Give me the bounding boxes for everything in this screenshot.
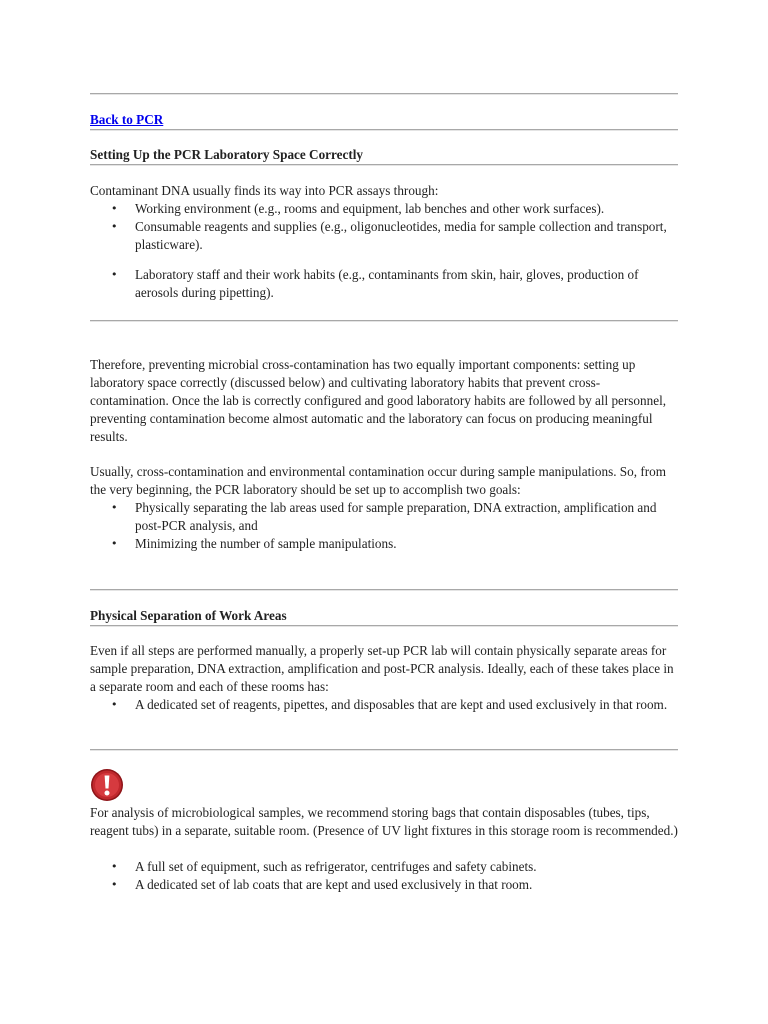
section-title-setup: Setting Up the PCR Laboratory Space Correctly bbox=[90, 147, 363, 162]
list-item: • A dedicated set of reagents, pipettes, and disposables that are kept and used exclusively in that room. bbox=[90, 696, 678, 714]
nav-block bbox=[90, 111, 678, 129]
section-note-body bbox=[90, 804, 678, 894]
setup-intro-text: Contaminant DNA usually finds its way into PCR assays through: bbox=[90, 183, 439, 198]
section-separation-body bbox=[90, 642, 678, 714]
prevention-paragraph: Therefore, preventing microbial cross-contamination has two equally important components: setting up laboratory space correctly (discussed below) and cultivating laboratory habits that prevent cross-contamination. Once the lab is correctly configured and good laboratory habits are followed by all personnel, preventing contamination become almost automatic and the laboratory can focus on producing meaningful results. bbox=[90, 357, 667, 444]
goals-list bbox=[90, 499, 678, 553]
goals-paragraph: Usually, cross-contamination and environmental contamination occur during sample manipulations. So, from the very beginning, the PCR laboratory should be set up to accomplish two goals: bbox=[90, 464, 666, 497]
contamination-sources-list bbox=[90, 200, 678, 302]
storage-note: For analysis of microbiological samples, we recommend storing bags that contain disposables (tubes, tips, reagent tubs) in a separate, suitable room. (Presence of UV light fixtures in this storage room is recommended.) bbox=[90, 805, 678, 838]
list-item: • A full set of equipment, such as refrigerator, centrifuges and safety cabinets. bbox=[90, 858, 678, 876]
divider bbox=[90, 164, 678, 166]
list-item: • Laboratory staff and their work habits (e.g., contaminants from skin, hair, gloves, production of aerosols during pipetting). bbox=[90, 266, 678, 302]
room-requirements-list bbox=[90, 696, 678, 714]
divider bbox=[90, 749, 678, 751]
list-item: • Minimizing the number of sample manipulations. bbox=[90, 535, 678, 553]
warning-icon bbox=[90, 768, 124, 802]
section-title-separation: Physical Separation of Work Areas bbox=[90, 608, 287, 623]
list-item: • Consumable reagents and supplies (e.g., oligonucleotides, media for sample collection and transport, plasticware). bbox=[90, 218, 678, 254]
divider bbox=[90, 625, 678, 627]
divider bbox=[90, 589, 678, 591]
section-setup-body bbox=[90, 182, 678, 302]
equipment-list bbox=[90, 858, 678, 894]
separation-paragraph: Even if all steps are performed manually, a properly set-up PCR lab will contain physically separate areas for sample preparation, DNA extraction, amplification and post-PCR analysis. Ideally, each of these takes place in a separate room and each of these rooms has: bbox=[90, 643, 674, 694]
divider bbox=[90, 320, 678, 322]
back-to-pcr-link[interactable]: Back to PCR bbox=[90, 112, 164, 127]
divider bbox=[90, 93, 678, 95]
list-item: • A dedicated set of lab coats that are kept and used exclusively in that room. bbox=[90, 876, 678, 894]
divider bbox=[90, 129, 678, 131]
list-item: • Physically separating the lab areas used for sample preparation, DNA extraction, amplification and post-PCR analysis, and bbox=[90, 499, 678, 535]
list-item: • Working environment (e.g., rooms and equipment, lab benches and other work surfaces). bbox=[90, 200, 678, 218]
section-intro-body bbox=[90, 356, 678, 553]
